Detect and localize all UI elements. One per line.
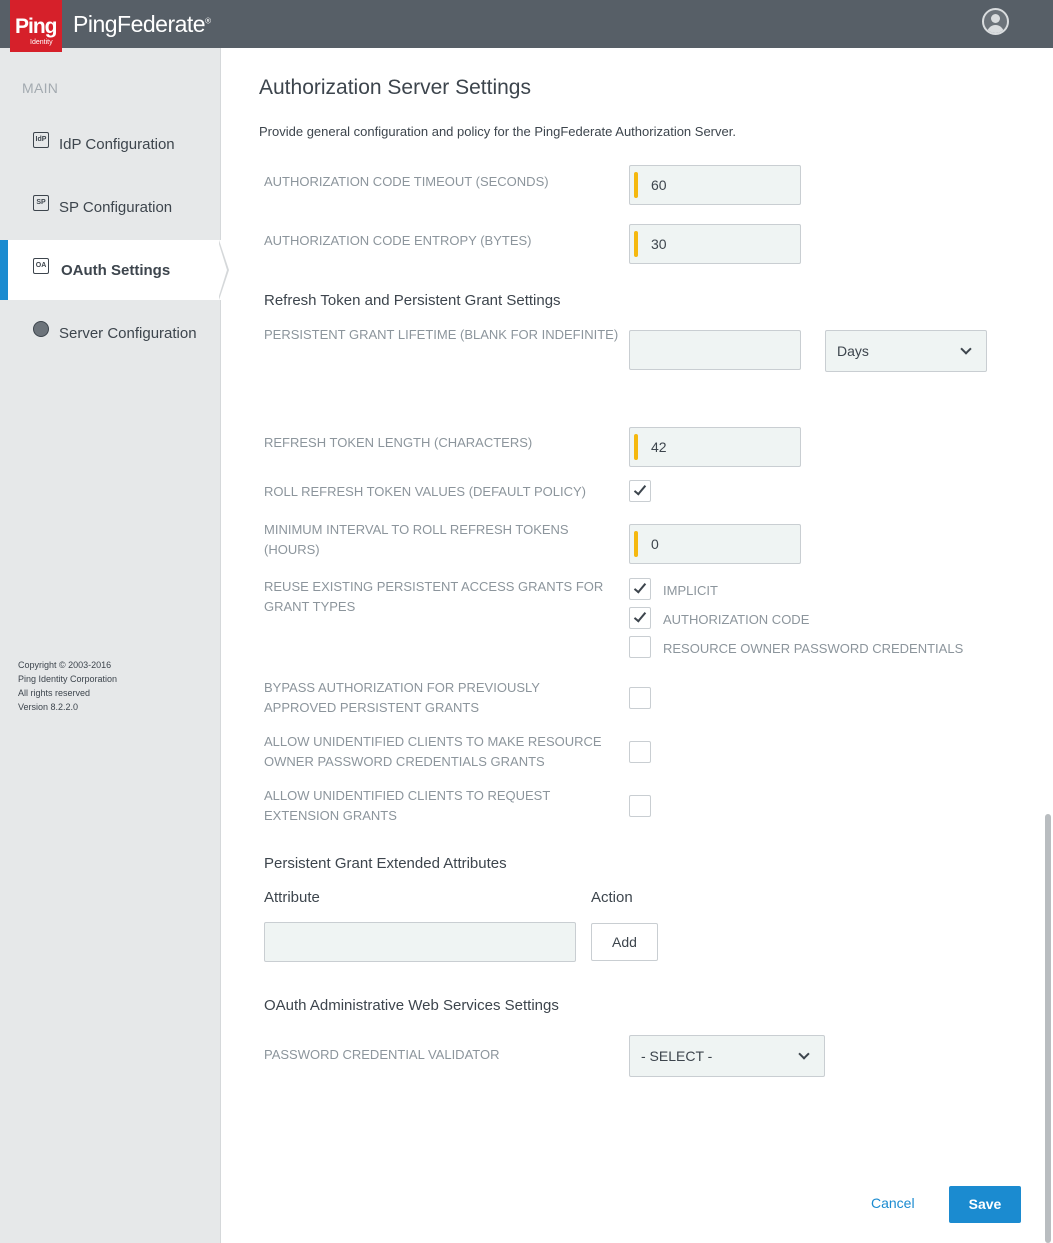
auth-code-timeout-label: AUTHORIZATION CODE TIMEOUT (SECONDS) xyxy=(264,174,549,189)
lifetime-unit-select[interactable]: Days xyxy=(825,330,987,372)
checkmark-icon xyxy=(634,580,646,593)
admin-ws-title: OAuth Administrative Web Services Settings xyxy=(264,997,559,1014)
user-profile-icon[interactable] xyxy=(982,8,1009,35)
oauth-icon: OA xyxy=(33,258,49,274)
extended-attrs-title: Persistent Grant Extended Attributes xyxy=(264,855,507,872)
cancel-button[interactable]: Cancel xyxy=(871,1195,915,1211)
password-validator-label: PASSWORD CREDENTIAL VALIDATOR xyxy=(264,1047,500,1062)
refresh-section-title: Refresh Token and Persistent Grant Settings xyxy=(264,292,561,309)
sidebar-item-sp-configuration[interactable] xyxy=(0,177,221,237)
checkmark-icon xyxy=(634,609,646,622)
sidebar-item-label: SP Configuration xyxy=(59,199,173,216)
reuse-authorization-code-checkbox[interactable] xyxy=(629,607,651,629)
sidebar-item-label: IdP Configuration xyxy=(59,136,175,153)
reuse-grants-label: REUSE EXISTING PERSISTENT ACCESS GRANTS FOR GRANT TYPES xyxy=(264,579,604,614)
allow-unidentified-ropc-label: ALLOW UNIDENTIFIED CLIENTS TO MAKE RESOURCE OWNER PASSWORD CREDENTIALS GRANTS xyxy=(264,734,602,769)
sidebar-item-label: OAuth Settings xyxy=(61,262,171,279)
reuse-authorization-code-label: AUTHORIZATION CODE xyxy=(663,612,810,627)
top-bar xyxy=(0,0,1053,48)
sidebar-item-oauth-settings[interactable] xyxy=(0,240,221,300)
persistent-grant-lifetime-label: PERSISTENT GRANT LIFETIME (BLANK FOR INDEFINITE) xyxy=(264,327,619,342)
reuse-ropc-checkbox[interactable] xyxy=(629,636,651,658)
sidebar-item-idp-configuration[interactable] xyxy=(0,114,221,174)
sp-icon: SP xyxy=(33,195,49,211)
ping-identity-logo[interactable]: Ping Identity xyxy=(10,0,62,52)
attribute-input[interactable] xyxy=(264,922,576,962)
min-interval-label: MINIMUM INTERVAL TO ROLL REFRESH TOKENS (HOURS) xyxy=(264,522,569,557)
page-description: Provide general configuration and policy for the PingFederate Authorization Server. xyxy=(259,124,736,139)
chevron-down-icon xyxy=(798,1048,809,1059)
sidebar-item-label: Server Configuration xyxy=(59,325,197,342)
reuse-ropc-label: RESOURCE OWNER PASSWORD CREDENTIALS xyxy=(663,641,964,656)
refresh-token-length-input[interactable]: 42 xyxy=(629,427,801,467)
copyright-info: Copyright © 2003-2016 Ping Identity Corporation All rights reserved Version 8.2.2.0 xyxy=(18,660,118,712)
nav-heading: MAIN xyxy=(22,80,59,96)
roll-refresh-label: ROLL REFRESH TOKEN VALUES (DEFAULT POLICY) xyxy=(264,484,586,499)
sidebar-item-server-configuration[interactable] xyxy=(0,303,221,363)
auth-code-entropy-label: AUTHORIZATION CODE ENTROPY (BYTES) xyxy=(264,233,532,248)
allow-unidentified-ext-checkbox[interactable] xyxy=(629,795,651,817)
allow-unidentified-ext-label: ALLOW UNIDENTIFIED CLIENTS TO REQUEST EXTENSION GRANTS xyxy=(264,788,551,823)
reuse-implicit-label: IMPLICIT xyxy=(663,583,718,598)
action-column-header: Action xyxy=(591,889,633,906)
auth-code-entropy-input[interactable]: 30 xyxy=(629,224,801,264)
persistent-grant-lifetime-input[interactable] xyxy=(629,330,801,370)
reuse-implicit-checkbox[interactable] xyxy=(629,578,651,600)
sidebar xyxy=(0,48,221,1243)
active-indicator xyxy=(219,240,229,300)
roll-refresh-checkbox[interactable] xyxy=(629,480,651,502)
allow-unidentified-ropc-checkbox[interactable] xyxy=(629,741,651,763)
bypass-auth-checkbox[interactable] xyxy=(629,687,651,709)
checkmark-icon xyxy=(634,482,646,495)
auth-code-timeout-input[interactable]: 60 xyxy=(629,165,801,205)
attribute-column-header: Attribute xyxy=(264,889,320,906)
product-name: PingFederate® xyxy=(73,11,211,37)
min-interval-input[interactable]: 0 xyxy=(629,524,801,564)
server-icon xyxy=(33,321,49,337)
scrollbar[interactable] xyxy=(1045,814,1051,1243)
bypass-auth-label: BYPASS AUTHORIZATION FOR PREVIOUSLY APPROVED PERSISTENT GRANTS xyxy=(264,680,540,715)
idp-icon: IdP xyxy=(33,132,49,148)
save-button[interactable]: Save xyxy=(949,1186,1021,1223)
chevron-down-icon xyxy=(960,343,971,354)
refresh-token-length-label: REFRESH TOKEN LENGTH (CHARACTERS) xyxy=(264,435,533,450)
password-validator-select[interactable]: - SELECT - xyxy=(629,1035,825,1077)
add-attribute-button[interactable]: Add xyxy=(591,923,658,961)
page-title: Authorization Server Settings xyxy=(259,76,531,99)
